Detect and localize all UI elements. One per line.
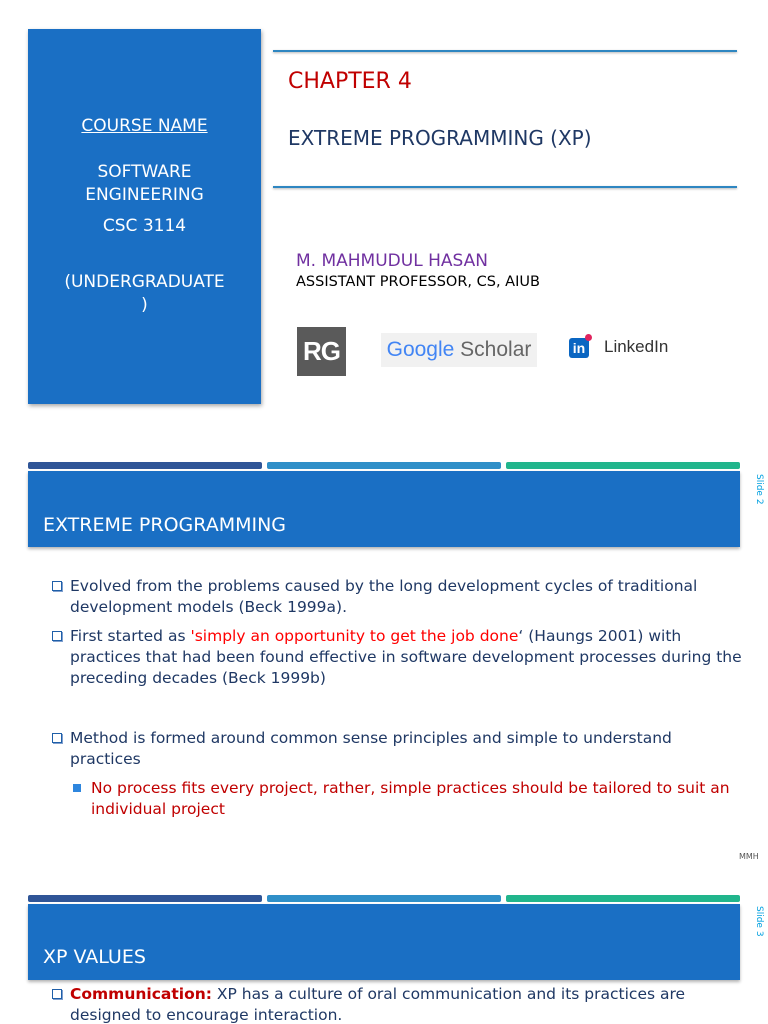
square-bullet-icon xyxy=(52,989,62,999)
researchgate-logo[interactable]: RG xyxy=(297,327,346,376)
course-title xyxy=(28,161,261,207)
course-level-line1: (UNDERGRADUATE xyxy=(64,272,225,292)
square-bullet-icon xyxy=(52,631,62,641)
slide3-bullet-1 xyxy=(52,984,742,1024)
chapter-title: EXTREME PROGRAMMING (XP) xyxy=(288,126,592,150)
author-role: ASSISTANT PROFESSOR, CS, AIUB xyxy=(296,274,540,290)
slide2-title: EXTREME PROGRAMMING xyxy=(43,514,287,536)
filled-square-bullet-icon xyxy=(73,784,81,792)
slide3-bullet-1-body: XP has a culture of oral communication and its practices are designed to encourage interaction. xyxy=(70,985,686,1024)
slide3-bullet-1-text xyxy=(70,984,742,1024)
slide2-sub-bullet-1-text: No process fits every project, rather, simple practices should be tailored to suit an individual project xyxy=(91,779,730,818)
slide2-bullet-3-text: Method is formed around common sense principles and simple to understand practices xyxy=(70,729,672,768)
author-name: M. MAHMUDUL HASAN xyxy=(296,251,488,271)
slide2-bullet-3 xyxy=(52,728,742,772)
course-title-line2: ENGINEERING xyxy=(85,185,204,205)
slide2-bullet-2-text xyxy=(70,626,742,689)
title-bottom-rule xyxy=(273,186,737,188)
square-bullet-icon xyxy=(52,733,62,743)
slide3-bullet-1-label: Communication: xyxy=(70,985,212,1003)
google-wordmark-text: Google xyxy=(386,338,455,361)
course-level xyxy=(36,271,253,317)
slide2-bullet-2 xyxy=(52,626,742,692)
slide3-number: Slide 3 xyxy=(754,906,764,937)
slide2-bar-segment-3 xyxy=(506,462,740,469)
slide2-sub-bullet-1 xyxy=(73,778,741,822)
slide2-bullet-2-quote: 'simply an opportunity to get the job done xyxy=(190,627,519,645)
square-bullet-icon xyxy=(52,581,62,591)
title-top-rule xyxy=(273,50,737,52)
slide2-bar-segment-2 xyxy=(267,462,501,469)
course-title-line1: SOFTWARE xyxy=(97,162,192,182)
chapter-label: CHAPTER 4 xyxy=(288,69,412,94)
slide2-bullet-1-text: Evolved from the problems caused by the long development cycles of traditional development models (Beck 1999a). xyxy=(70,577,698,616)
slide2-footer: MMH xyxy=(739,852,759,861)
slide3-bar-segment-2 xyxy=(267,895,501,902)
linkedin-notification-dot xyxy=(585,334,592,341)
scholar-wordmark: Scholar xyxy=(460,338,532,361)
slide2-bar-segment-1 xyxy=(28,462,262,469)
slide3-title: XP VALUES xyxy=(43,946,146,968)
slide2-bullet-1 xyxy=(52,576,742,620)
slide2-header xyxy=(28,471,740,547)
slide3-bar-segment-1 xyxy=(28,895,262,902)
linkedin-label[interactable]: LinkedIn xyxy=(604,337,669,356)
course-level-line2: ) xyxy=(141,295,148,315)
google-wordmark xyxy=(387,338,455,361)
slide2-bullet-2-prefix: First started as xyxy=(70,627,191,645)
course-info-box xyxy=(28,29,261,404)
slide2-number: Slide 2 xyxy=(754,474,764,505)
linkedin-icon[interactable]: in xyxy=(569,338,589,358)
google-scholar-logo[interactable] xyxy=(381,333,537,367)
course-code: CSC 3114 xyxy=(102,216,187,236)
slide3-bar-segment-3 xyxy=(506,895,740,902)
slide3-header xyxy=(28,904,740,980)
slide2-bullet-2-suffix: ‘ (Haungs 2001) with practices that had been found effective in software development processes during the preceding decades (Beck 1999b) xyxy=(70,627,742,687)
course-name-label: COURSE NAME xyxy=(81,116,208,136)
